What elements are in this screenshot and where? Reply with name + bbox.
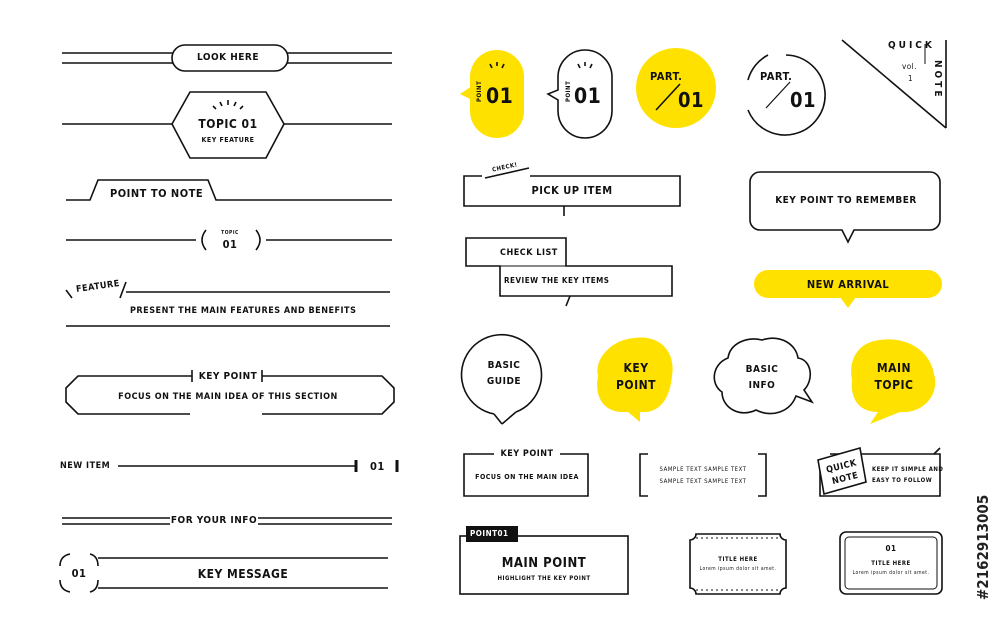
main-point-title: MAIN POINT [501, 556, 587, 571]
new-arrival-label: NEW ARRIVAL [806, 278, 890, 291]
key-point-box-text: FOCUS ON THE MAIN IDEA [475, 473, 579, 481]
for-your-info-label: FOR YOUR INFO [170, 515, 258, 526]
key-point-bar-text: FOCUS ON THE MAIN IDEA OF THIS SECTION [118, 392, 338, 402]
basic-info-line1: BASIC [745, 364, 779, 375]
new-item-frame [118, 460, 397, 472]
point-bubble-outline-label: POINT [565, 80, 572, 102]
point-bubble-yellow-label: POINT [476, 80, 483, 102]
point-bubble-outline-num: 01 [574, 84, 602, 108]
key-point-blob-line2: POINT [616, 378, 656, 392]
key-message-num: 01 [71, 567, 87, 580]
key-point-blob-line1: KEY [623, 361, 649, 375]
key-point-box-title: KEY POINT [500, 449, 554, 459]
feature-text: PRESENT THE MAIN FEATURES AND BENEFITS [130, 306, 357, 316]
title-here-a-sub: Lorem ipsum dolor sit amet. [699, 566, 777, 572]
point-to-note-label: POINT TO NOTE [110, 187, 204, 200]
quick-note-box-tag2: NOTE [831, 470, 860, 488]
key-message-text: KEY MESSAGE [197, 567, 289, 581]
title-here-a-title: TITLE HERE [718, 556, 758, 563]
main-point-sub: HIGHLIGHT THE KEY POINT [497, 575, 591, 582]
quick-note-corner-note: NOTE [932, 60, 943, 100]
quick-note-corner-vol: vol. [902, 62, 917, 71]
basic-guide-line2: GUIDE [486, 376, 522, 387]
feature-tag: FEATURE [75, 278, 121, 296]
topic01-title: TOPIC 01 [198, 117, 258, 131]
sample-text-brackets [640, 454, 766, 496]
title-here-a-frame [690, 534, 786, 594]
part-outline-label: PART. [760, 70, 793, 83]
sample-text-line1: SAMPLE TEXT SAMPLE TEXT [659, 466, 747, 473]
remember-bubble-shape [750, 172, 940, 242]
quick-note-corner-num: 1 [908, 74, 914, 83]
quick-note-corner-quick: QUICK [888, 40, 935, 51]
topic-small-num: 01 [222, 238, 238, 251]
point-bubble-yellow-num: 01 [486, 84, 514, 108]
quick-note-box-tag1: QUICK [825, 458, 858, 476]
main-topic-line2: TOPIC [874, 378, 914, 392]
watermark-id [972, 0, 1000, 636]
look-here-label: LOOK HERE [196, 52, 260, 63]
title-here-b-sub: Lorem ipsum dolor sit amet. [852, 570, 930, 576]
part-yellow-num: 01 [678, 88, 705, 112]
sample-text-line2: SAMPLE TEXT SAMPLE TEXT [659, 478, 747, 485]
basic-guide-line1: BASIC [487, 360, 521, 371]
basic-info-line2: INFO [748, 380, 776, 391]
new-item-label: NEW ITEM [60, 461, 111, 471]
topic-small-label: TOPIC [221, 230, 239, 236]
watermark-id-text: #2162913005 [974, 494, 992, 600]
basic-info-cloud-shape [714, 338, 812, 413]
main-topic-line1: MAIN [876, 361, 912, 375]
check-list-frame [466, 238, 672, 306]
remember-label: KEY POINT TO REMEMBER [775, 195, 917, 206]
part-outline-num: 01 [790, 88, 817, 112]
quick-note-box-line2: EASY TO FOLLOW [872, 477, 933, 484]
quick-note-corner-shape [842, 40, 946, 128]
pick-up-check: CHECK! [491, 161, 519, 174]
title-here-b-num: 01 [885, 544, 897, 553]
quick-note-box-line1: KEEP IT SIMPLE AND [872, 466, 944, 473]
part-yellow-label: PART. [650, 70, 683, 83]
topic01-sub: KEY FEATURE [201, 136, 255, 144]
check-list-line1: CHECK LIST [500, 248, 558, 258]
new-item-num: 01 [370, 460, 385, 473]
check-list-line2: REVIEW THE KEY ITEMS [504, 276, 610, 285]
pick-up-title: PICK UP ITEM [531, 184, 613, 197]
key-point-bar-title: KEY POINT [198, 371, 258, 382]
main-point-tag: POINT01 [470, 529, 509, 538]
title-here-b-title: TITLE HERE [871, 560, 911, 567]
